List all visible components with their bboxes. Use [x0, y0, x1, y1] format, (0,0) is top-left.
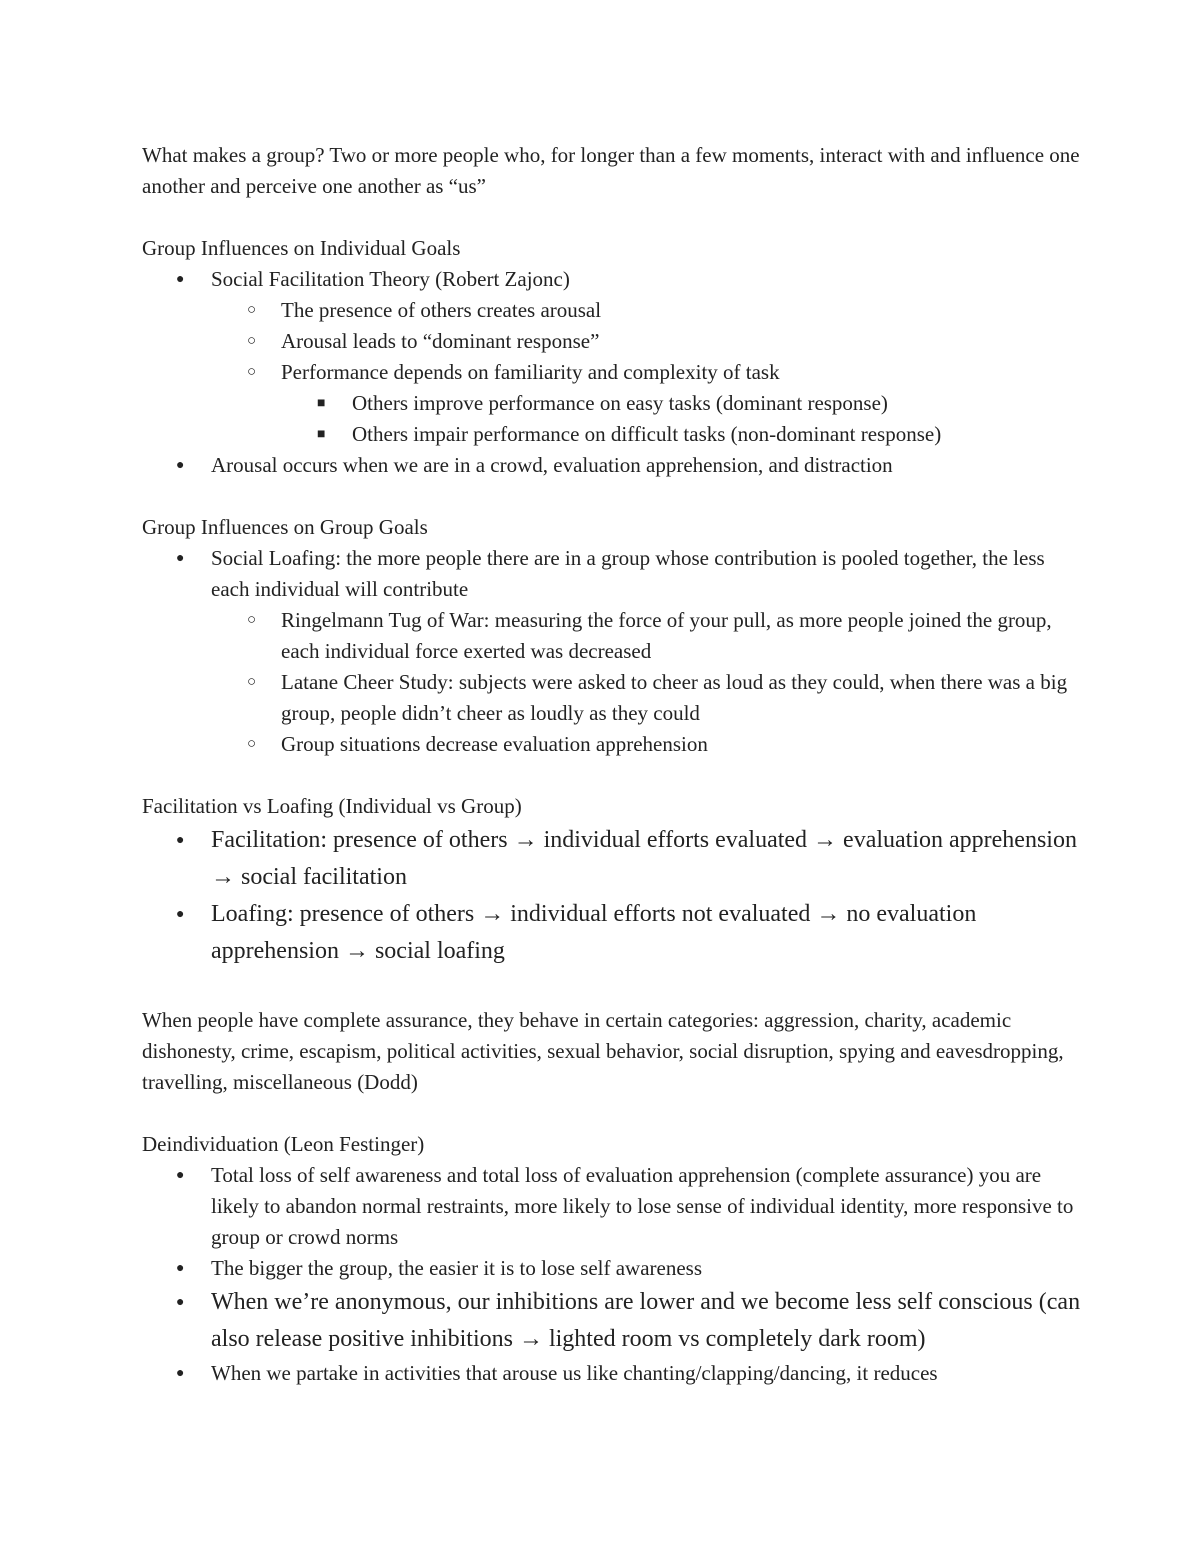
bullet-circle-icon: [247, 295, 256, 326]
spacer: [142, 760, 1082, 791]
list-item-text: Facilitation: presence of others → individual efforts evaluated → evaluation apprehension → social facilitation: [211, 827, 1077, 890]
list-item: [142, 667, 1082, 729]
list-item: [142, 896, 1082, 970]
spacer: [142, 970, 1082, 1005]
list-item-text: Performance depends on familiarity and complexity of task: [281, 360, 780, 384]
intro-paragraph: What makes a group? Two or more people who, for longer than a few moments, interact with and influence one another and perceive one another as “us”: [142, 143, 1080, 198]
list-item-text: Arousal leads to “dominant response”: [281, 329, 600, 353]
list-item: [142, 1160, 1082, 1253]
list-item: [142, 357, 1082, 388]
list-item: [142, 605, 1082, 667]
bullet-dot-icon: [176, 1160, 184, 1191]
list-item-text: Others impair performance on difficult tasks (non-dominant response): [352, 422, 942, 446]
list-item-text: When we partake in activities that arouse us like chanting/clapping/dancing, it reduces: [211, 1361, 938, 1385]
list-item: [142, 1284, 1082, 1358]
list-item: [142, 1253, 1082, 1284]
bullet-circle-icon: [247, 357, 256, 388]
list-item-text: Group situations decrease evaluation apprehension: [281, 732, 708, 756]
bullet-square-icon: [317, 419, 325, 450]
list-item-text: Social Facilitation Theory (Robert Zajonc): [211, 267, 570, 291]
spacer: [142, 1098, 1082, 1129]
bullet-square-icon: [317, 388, 325, 419]
list-item-text: Social Loafing: the more people there are in a group whose contribution is pooled together, the less each individual will contribute: [211, 546, 1045, 601]
group-goals-heading: Group Influences on Group Goals: [142, 515, 428, 539]
list-item-text: When we’re anonymous, our inhibitions are lower and we become less self conscious (can also release positive inhibitions → lighted room vs completely dark room): [211, 1289, 1081, 1352]
list-item-text: Others improve performance on easy tasks (dominant response): [352, 391, 888, 415]
bullet-dot-icon: [176, 450, 184, 481]
list-item-text: Loafing: presence of others → individual efforts not evaluated → no evaluation apprehension → social loafing: [211, 901, 977, 964]
bullet-dot-icon: [176, 822, 184, 859]
list-item-text: The bigger the group, the easier it is to lose self awareness: [211, 1256, 703, 1280]
individual-goals-heading: Group Influences on Individual Goals: [142, 236, 461, 260]
list-item-text: Ringelmann Tug of War: measuring the force of your pull, as more people joined the group, each individual force exerted was decreased: [281, 608, 1052, 663]
list-item: [142, 388, 1082, 419]
list-item: [142, 543, 1082, 605]
assurance-paragraph: When people have complete assurance, they behave in certain categories: aggression, charity, academic dishonesty, crime, escapism, political activities, sexual behavior, social disruption, spying and eavesdropping, travelling, miscellaneous (Dodd): [142, 1008, 1064, 1094]
deindividuation-heading: Deindividuation (Leon Festinger): [142, 1132, 425, 1156]
list-item-text: The presence of others creates arousal: [281, 298, 602, 322]
list-item-text: Arousal occurs when we are in a crowd, evaluation apprehension, and distraction: [211, 453, 893, 477]
list-item: [142, 822, 1082, 896]
facilitation-vs-loafing-heading: Facilitation vs Loafing (Individual vs Group): [142, 794, 522, 818]
bullet-dot-icon: [176, 896, 184, 933]
bullet-dot-icon: [176, 264, 184, 295]
spacer: [142, 202, 1082, 233]
bullet-dot-icon: [176, 1253, 184, 1284]
document-page: [142, 140, 1082, 1389]
bullet-circle-icon: [247, 326, 256, 357]
bullet-circle-icon: [247, 667, 256, 698]
list-item: [142, 295, 1082, 326]
list-item: [142, 729, 1082, 760]
list-item: [142, 419, 1082, 450]
bullet-dot-icon: [176, 543, 184, 574]
list-item: [142, 326, 1082, 357]
bullet-circle-icon: [247, 729, 256, 760]
bullet-dot-icon: [176, 1284, 184, 1321]
list-item: [142, 264, 1082, 295]
bullet-circle-icon: [247, 605, 256, 636]
list-item: [142, 450, 1082, 481]
list-item-text: Latane Cheer Study: subjects were asked to cheer as loud as they could, when there was a big group, people didn’t cheer as loudly as they could: [281, 670, 1068, 725]
list-item: [142, 1358, 1082, 1389]
spacer: [142, 481, 1082, 512]
bullet-dot-icon: [176, 1358, 184, 1389]
list-item-text: Total loss of self awareness and total loss of evaluation apprehension (complete assurance) you are likely to abandon normal restraints, more likely to lose sense of individual identity, more responsive to group or crowd norms: [211, 1163, 1074, 1249]
